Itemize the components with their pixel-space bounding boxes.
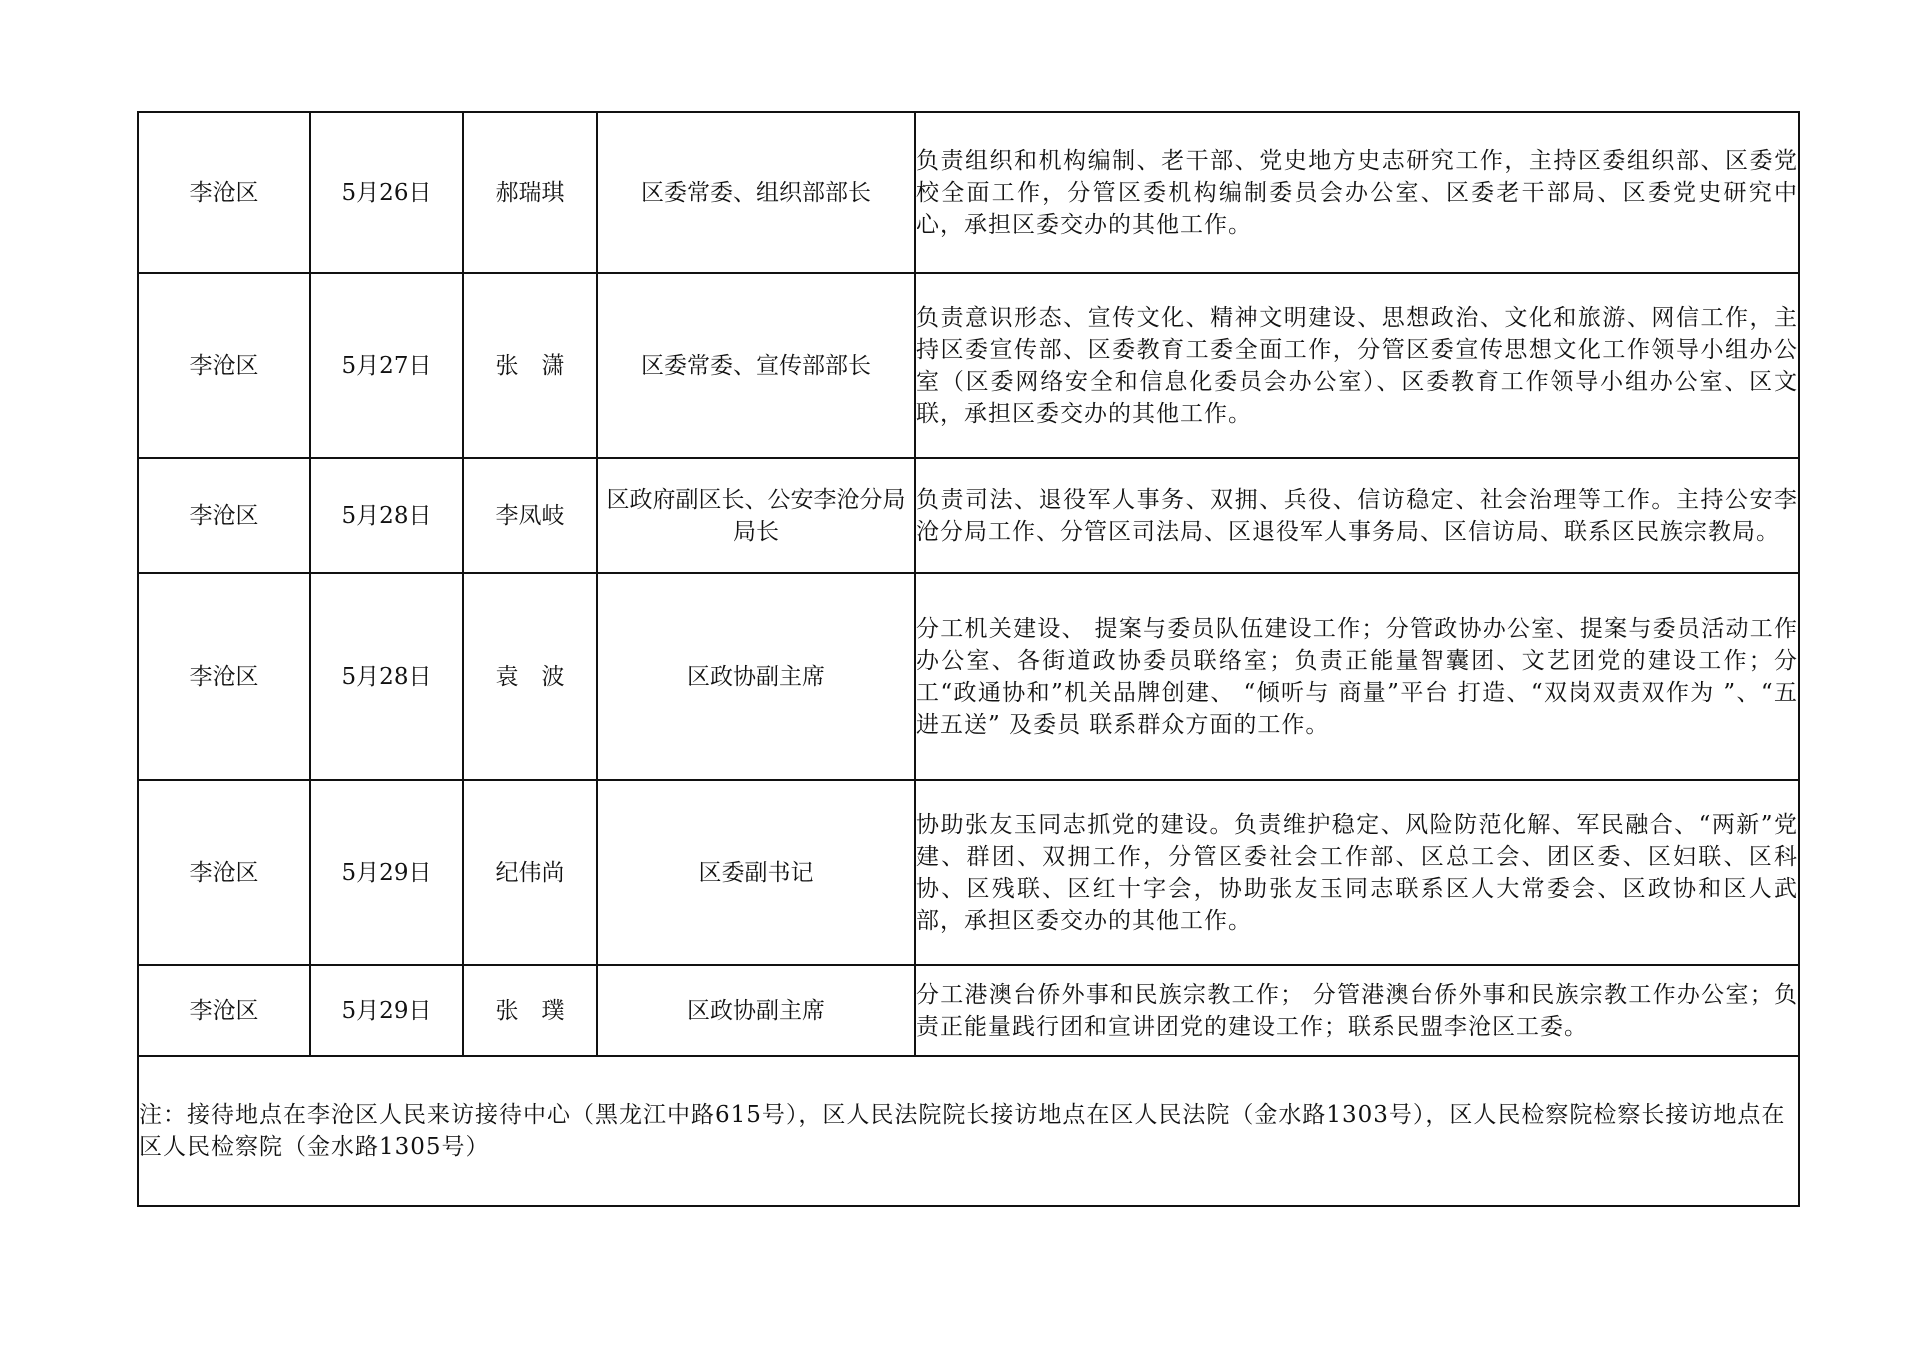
duties-cell: 负责司法、退役军人事务、双拥、兵役、信访稳定、社会治理等工作。主持公安李沧分局工作、分管区司法局、区退役军人事务局、区信访局、联系区民族宗教局。 — [915, 458, 1799, 573]
date-cell: 5月26日 — [310, 112, 463, 273]
name-cell: 李凤岐 — [463, 458, 597, 573]
date-cell: 5月29日 — [310, 780, 463, 965]
position-cell: 区委常委、宣传部部长 — [597, 273, 915, 458]
date-cell: 5月27日 — [310, 273, 463, 458]
position-cell: 区委常委、组织部部长 — [597, 112, 915, 273]
district-cell: 李沧区 — [138, 573, 310, 780]
position-cell: 区政协副主席 — [597, 573, 915, 780]
name-cell: 纪伟尚 — [463, 780, 597, 965]
duties-cell: 负责意识形态、宣传文化、精神文明建设、思想政治、文化和旅游、网信工作，主持区委宣传部、区委教育工委全面工作，分管区委宣传思想文化工作领导小组办公室（区委网络安全和信息化委员会办公室）、区委教育工作领导小组办公室、区文联，承担区委交办的其他工作。 — [915, 273, 1799, 458]
duties-cell: 分工机关建设、 提案与委员队伍建设工作；分管政协办公室、提案与委员活动工作办公室、各街道政协委员联络室；负责正能量智囊团、文艺团党的建设工作；分工“政通协和”机关品牌创建、 “倾听与 商量”平台 打造、“双岗双责双作为 ”、“五进五送” 及委员 联系群众方面的工作。 — [915, 573, 1799, 780]
table-row — [138, 112, 1799, 273]
name-cell: 张 潇 — [463, 273, 597, 458]
table-row — [138, 458, 1799, 573]
position-cell: 区政协副主席 — [597, 965, 915, 1056]
note-text: 注：接待地点在李沧区人民来访接待中心（黑龙江中路615号），区人民法院院长接访地点在区人民法院（金水路1303号），区人民检察院检察长接访地点在区人民检察院（金水路1305号） — [138, 1056, 1799, 1206]
table-row — [138, 965, 1799, 1056]
date-cell: 5月28日 — [310, 458, 463, 573]
district-cell: 李沧区 — [138, 112, 310, 273]
district-cell: 李沧区 — [138, 458, 310, 573]
name-cell: 袁 波 — [463, 573, 597, 780]
position-cell: 区政府副区长、公安李沧分局局长 — [597, 458, 915, 573]
district-cell: 李沧区 — [138, 965, 310, 1056]
district-cell: 李沧区 — [138, 780, 310, 965]
reception-schedule-table — [137, 111, 1800, 1207]
name-cell: 张 璞 — [463, 965, 597, 1056]
duties-cell: 协助张友玉同志抓党的建设。负责维护稳定、风险防范化解、军民融合、“两新”党建、群团、双拥工作，分管区委社会工作部、区总工会、团区委、区妇联、区科协、区残联、区红十字会，协助张友玉同志联系区人大常委会、区政协和区人武部，承担区委交办的其他工作。 — [915, 780, 1799, 965]
duties-cell: 分工港澳台侨外事和民族宗教工作； 分管港澳台侨外事和民族宗教工作办公室；负责正能量践行团和宣讲团党的建设工作；联系民盟李沧区工委。 — [915, 965, 1799, 1056]
position-cell: 区委副书记 — [597, 780, 915, 965]
note-row — [138, 1056, 1799, 1206]
date-cell: 5月28日 — [310, 573, 463, 780]
date-cell: 5月29日 — [310, 965, 463, 1056]
table-row — [138, 573, 1799, 780]
duties-cell: 负责组织和机构编制、老干部、党史地方史志研究工作，主持区委组织部、区委党校全面工作，分管区委机构编制委员会办公室、区委老干部局、区委党史研究中心，承担区委交办的其他工作。 — [915, 112, 1799, 273]
table-row — [138, 273, 1799, 458]
table-row — [138, 780, 1799, 965]
district-cell: 李沧区 — [138, 273, 310, 458]
name-cell: 郝瑞琪 — [463, 112, 597, 273]
